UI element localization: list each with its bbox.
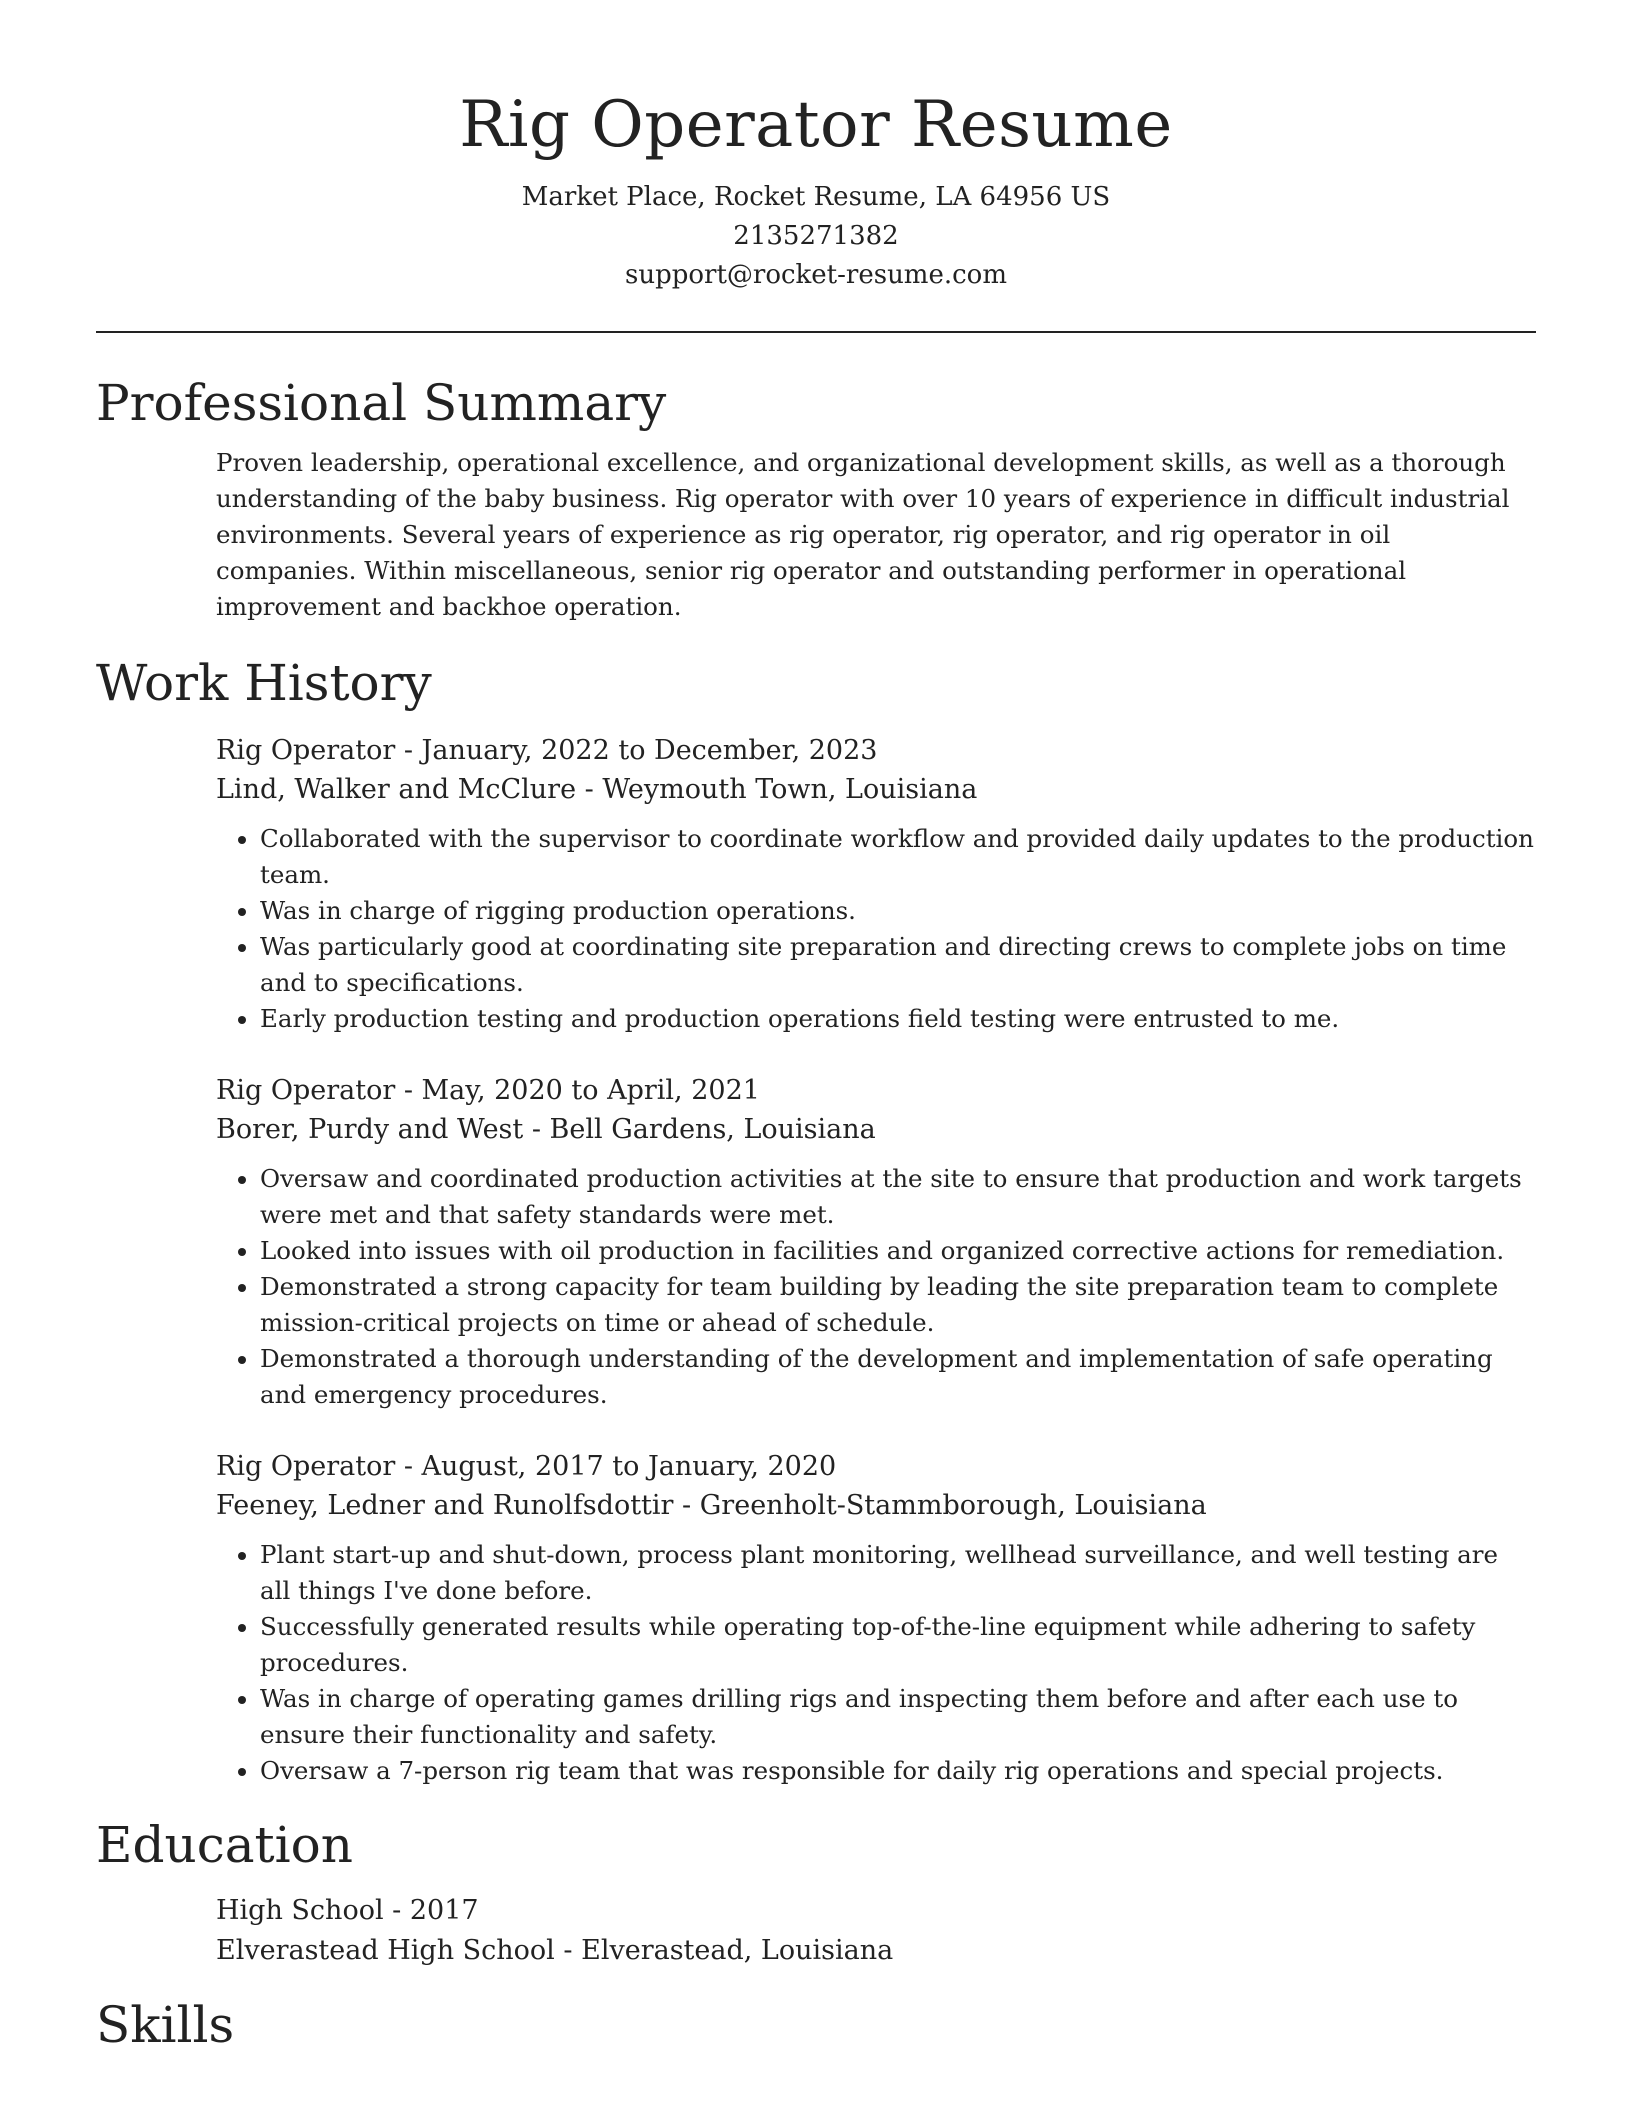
job-bullets: [216, 1537, 1536, 1789]
summary-section: [96, 371, 1536, 625]
education-school: Elverastead High School: [216, 1935, 555, 1966]
job-company: Lind, Walker and McClure: [216, 774, 577, 805]
contact-address: Market Place, Rocket Resume, LA 64956 US: [521, 182, 1111, 212]
job-entry: [216, 1071, 1536, 1413]
job-bullet: • Demonstrated a strong capacity for team building by leading the site preparation team to complete mission-critical projects on time or ahead of schedule.: [260, 1269, 1536, 1341]
education-section: [96, 1813, 1536, 1971]
work-history-heading: Work History: [96, 654, 432, 712]
job-bullet: • Demonstrated a thorough understanding of the development and implementation of safe operating and emergency procedures.: [260, 1341, 1536, 1413]
job-location: - Bell Gardens, Louisiana: [523, 1114, 876, 1145]
job-bullet: • Plant start-up and shut-down, process plant monitoring, wellhead surveillance, and well testing are all things I've done before.: [260, 1537, 1536, 1609]
education-year: - 2017: [383, 1895, 479, 1926]
education-location: - Elverastead, Louisiana: [554, 1935, 894, 1966]
job-title: Rig Operator: [216, 735, 396, 766]
skills-heading: Skills: [96, 1996, 235, 2054]
job-bullet: • Successfully generated results while operating top-of-the-line equipment while adhering to safety procedures.: [260, 1609, 1536, 1681]
job-dates: - January, 2022 to December, 2023: [395, 735, 878, 766]
job-location: - Greenholt-Stammborough, Louisiana: [673, 1490, 1207, 1521]
job-bullet: • Was in charge of operating games drilling rigs and inspecting them before and after each use to ensure their functionality and safety.: [260, 1681, 1536, 1753]
education-degree: High School: [216, 1895, 384, 1926]
job-bullets: [216, 821, 1536, 1037]
resume-header: [96, 0, 1536, 295]
job-company: Feeney, Ledner and Runolfsdottir: [216, 1490, 674, 1521]
job-company: Borer, Purdy and West: [216, 1114, 524, 1145]
education-heading: Education: [96, 1816, 353, 1874]
job-company-line: [216, 1110, 1536, 1149]
education-entry: [216, 1891, 1536, 1971]
job-title: Rig Operator: [216, 1075, 396, 1106]
job-dates: - August, 2017 to January, 2020: [395, 1451, 837, 1482]
job-bullet: • Collaborated with the supervisor to coordinate workflow and provided daily updates to the production team.: [260, 821, 1536, 893]
job-company-line: [216, 770, 1536, 809]
job-bullet: • Oversaw and coordinated production activities at the site to ensure that production and work targets were met and that safety standards were met.: [260, 1161, 1536, 1233]
job-bullets: [216, 1161, 1536, 1413]
job-entry: [216, 731, 1536, 1037]
contact-email: support@rocket-resume.com: [624, 260, 1007, 290]
job-bullet: • Looked into issues with oil production in facilities and organized corrective actions for remediation.: [260, 1233, 1536, 1269]
resume-title: Rig Operator Resume: [459, 88, 1173, 162]
job-location: - Weymouth Town, Louisiana: [576, 774, 978, 805]
education-school-line: [216, 1931, 1536, 1971]
job-company-line: [216, 1486, 1536, 1525]
education-degree-line: [216, 1891, 1536, 1931]
job-bullet: • Was in charge of rigging production operations.: [260, 893, 1536, 929]
job-bullet: • Early production testing and production operations field testing were entrusted to me.: [260, 1001, 1536, 1037]
job-entry: [216, 1447, 1536, 1789]
job-title: Rig Operator: [216, 1451, 396, 1482]
job-dates: - May, 2020 to April, 2021: [395, 1075, 760, 1106]
job-title-line: [216, 731, 1536, 770]
job-bullet: • Oversaw a 7-person rig team that was responsible for daily rig operations and special projects.: [260, 1753, 1536, 1789]
summary-text: Proven leadership, operational excellence, and organizational development skills, as well as a thorough understanding of the baby business. Rig operator with over 10 years of experience in difficult industrial environments. Several years of experience as rig operator, rig operator, and rig operator in oil companies. Within miscellaneous, senior rig operator and outstanding performer in operational improvement and backhoe operation.: [216, 448, 1510, 621]
contact-block: [96, 178, 1536, 295]
skills-section: [96, 1993, 1536, 2057]
work-history-section: [96, 651, 1536, 1789]
job-bullet: • Was particularly good at coordinating site preparation and directing crews to complete jobs on time and to specifications.: [260, 929, 1536, 1001]
header-divider: [96, 331, 1536, 333]
contact-phone: 2135271382: [733, 221, 899, 251]
resume-page: [96, 0, 1536, 2057]
job-title-line: [216, 1447, 1536, 1486]
job-title-line: [216, 1071, 1536, 1110]
summary-heading: Professional Summary: [96, 374, 667, 432]
